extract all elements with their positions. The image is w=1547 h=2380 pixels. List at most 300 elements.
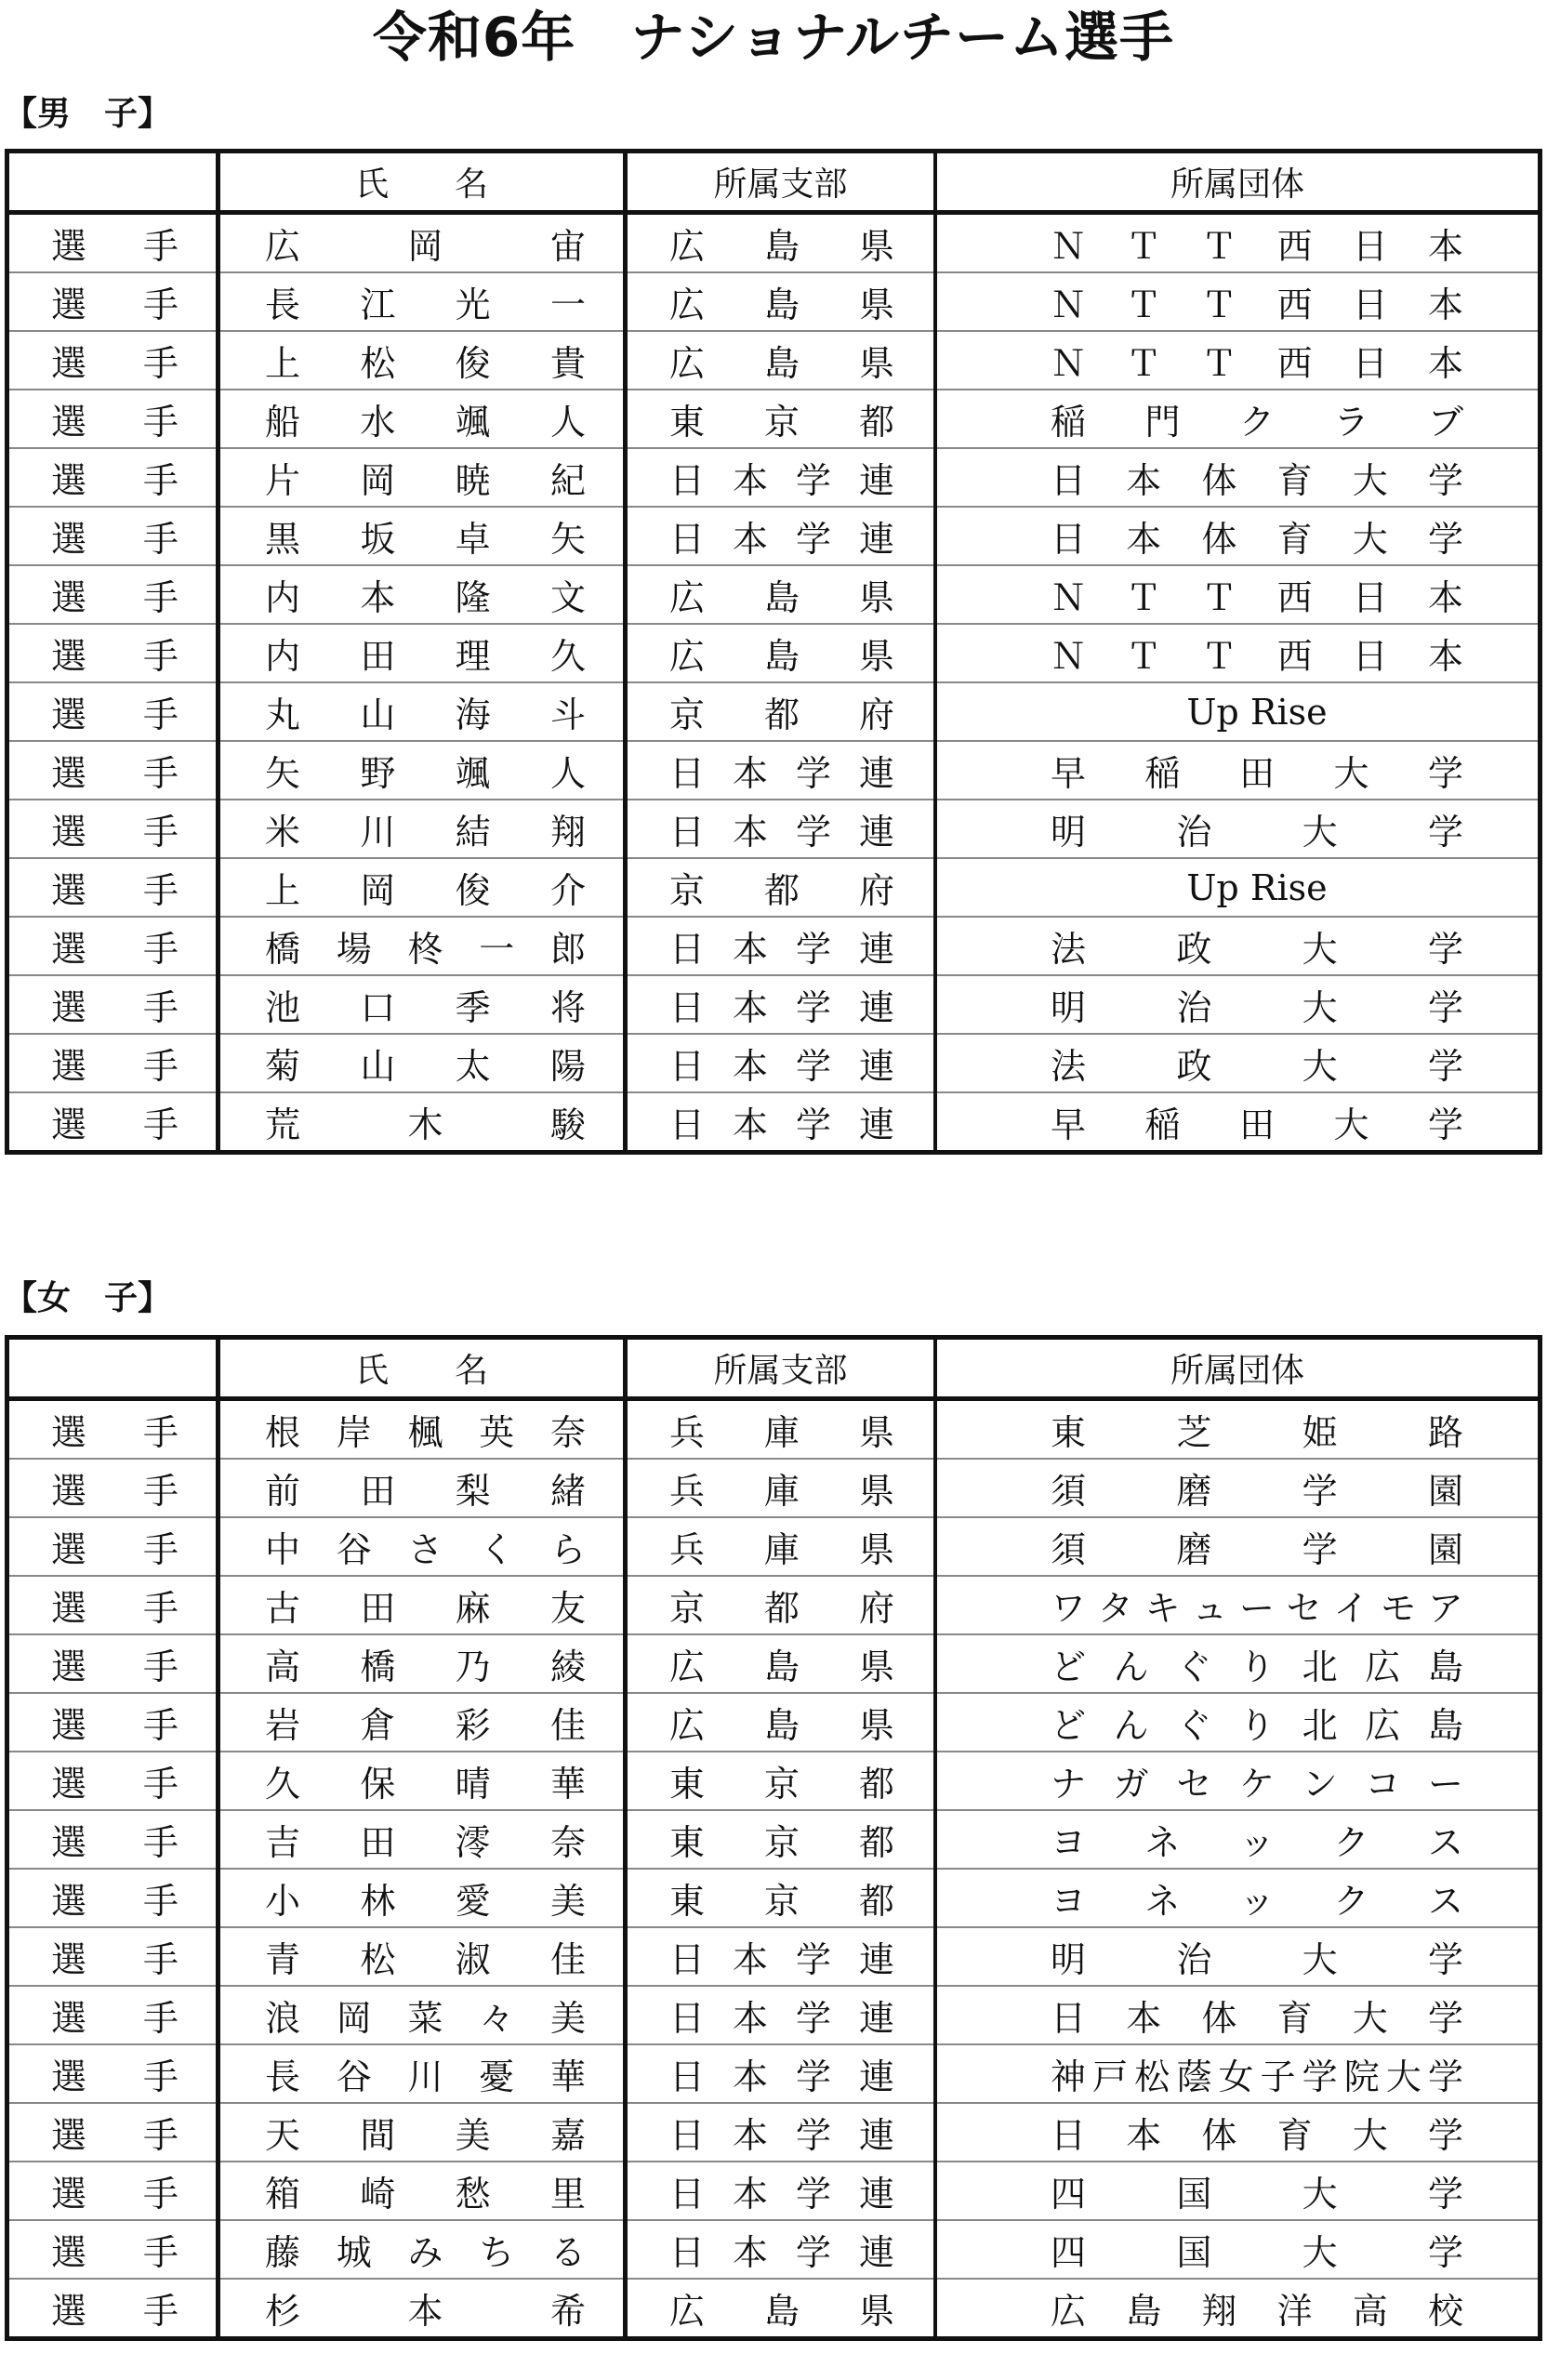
- glyph: 須: [1051, 1471, 1087, 1512]
- branch-cell: [626, 1459, 936, 1517]
- glyph: 連: [858, 1939, 894, 1980]
- org-cell-text: [937, 1577, 1538, 1633]
- glyph: ン: [1302, 1764, 1338, 1805]
- name-cell: [218, 1399, 626, 1460]
- branch-cell: [626, 2103, 936, 2162]
- role-cell-text: [9, 1928, 216, 1985]
- glyph: 人: [549, 402, 586, 443]
- glyph: 海: [455, 694, 491, 735]
- glyph: 手: [142, 1529, 178, 1570]
- glyph: 手: [142, 636, 178, 677]
- glyph: 本: [732, 1939, 768, 1980]
- glyph: 俊: [455, 343, 491, 384]
- glyph: 日: [1352, 636, 1388, 677]
- glyph: 松: [360, 343, 396, 384]
- org-cell: [935, 1986, 1540, 2044]
- glyph: 手: [142, 929, 178, 970]
- glyph: 将: [549, 987, 586, 1028]
- glyph: 広: [669, 1705, 706, 1746]
- glyph: 選: [51, 812, 87, 853]
- glyph: 本: [1126, 2115, 1162, 2156]
- role-cell: [7, 448, 218, 507]
- role-cell: [7, 2103, 218, 2162]
- glyph: 島: [763, 2291, 800, 2332]
- name-cell-text: [220, 2045, 623, 2102]
- glyph: 保: [360, 1764, 396, 1805]
- org-cell: [935, 1092, 1540, 1153]
- branch-cell: [626, 1986, 936, 2044]
- glyph: 本: [732, 2056, 768, 2097]
- glyph: 手: [142, 2291, 178, 2332]
- glyph: 体: [1201, 519, 1237, 560]
- table-row: [7, 1752, 1540, 1810]
- glyph: 東: [669, 1822, 706, 1863]
- role-cell-text: [9, 1752, 216, 1809]
- org-cell-text: Up Rise: [1186, 691, 1328, 733]
- glyph: 日: [669, 987, 706, 1028]
- org-cell: [935, 917, 1540, 975]
- glyph: Ｔ: [1201, 343, 1237, 384]
- org-cell: [935, 2103, 1540, 2162]
- glyph: 手: [142, 812, 178, 853]
- header-branch: 所属支部: [626, 1338, 936, 1399]
- glyph: 林: [360, 1881, 396, 1922]
- glyph: 麻: [455, 1588, 491, 1629]
- glyph: Ｎ: [1051, 577, 1087, 618]
- org-cell: [935, 331, 1540, 390]
- glyph: 矢: [265, 753, 301, 794]
- role-cell: [7, 565, 218, 624]
- name-cell: [218, 1869, 626, 1927]
- glyph: 大: [1302, 1939, 1338, 1980]
- glyph: タ: [1097, 1588, 1133, 1629]
- glyph: 稲: [1144, 1104, 1181, 1145]
- glyph: 貴: [549, 343, 586, 384]
- glyph: 広: [669, 343, 706, 384]
- glyph: 東: [669, 1881, 706, 1922]
- glyph: 本: [1427, 636, 1463, 677]
- name-cell: [218, 213, 626, 273]
- header-blank: [7, 152, 218, 213]
- men-roster-table: [5, 149, 1542, 1155]
- glyph: 長: [265, 2056, 301, 2097]
- org-cell: [935, 1459, 1540, 1517]
- org-cell: [935, 1517, 1540, 1576]
- branch-cell-text: [628, 215, 933, 271]
- org-cell-text: [937, 2221, 1538, 2278]
- role-cell: [7, 1399, 218, 1460]
- branch-cell-text: [628, 800, 933, 857]
- org-cell-text: [937, 1870, 1538, 1926]
- table-row: [7, 1927, 1540, 1986]
- glyph: 体: [1201, 1998, 1237, 2039]
- glyph: 蔭: [1176, 2056, 1212, 2097]
- glyph: Ｔ: [1126, 284, 1162, 325]
- glyph: 西: [1276, 284, 1313, 325]
- role-cell-text: [9, 2162, 216, 2219]
- glyph: 選: [51, 1939, 87, 1980]
- glyph: 県: [858, 2291, 894, 2332]
- glyph: ッ: [1238, 1881, 1275, 1922]
- glyph: 池: [265, 987, 301, 1028]
- glyph: セ: [1286, 1588, 1322, 1629]
- glyph: 手: [142, 1881, 178, 1922]
- branch-cell-text: [628, 683, 933, 740]
- glyph: 人: [549, 753, 586, 794]
- glyph: 連: [858, 1998, 894, 2039]
- glyph: 天: [265, 2115, 301, 2156]
- glyph: 広: [669, 2291, 706, 2332]
- glyph: 日: [669, 2174, 706, 2215]
- glyph: 県: [858, 1646, 894, 1687]
- name-cell-text: [220, 1987, 623, 2043]
- branch-cell: [626, 565, 936, 624]
- branch-cell-text: [628, 742, 933, 799]
- role-cell-text: [9, 332, 216, 389]
- glyph: 岩: [265, 1705, 301, 1746]
- glyph: 北: [1302, 1705, 1338, 1746]
- role-cell: [7, 2279, 218, 2339]
- role-cell-text: [9, 273, 216, 330]
- table-row: [7, 1459, 1540, 1517]
- glyph: 隆: [455, 577, 491, 618]
- name-cell-text: [220, 625, 623, 681]
- glyph: 選: [51, 636, 87, 677]
- org-cell: [935, 1810, 1540, 1869]
- glyph: 都: [763, 1588, 800, 1629]
- glyph: 友: [549, 1588, 586, 1629]
- glyph: 本: [1427, 343, 1463, 384]
- glyph: 国: [1176, 2174, 1212, 2215]
- org-cell: [935, 1576, 1540, 1634]
- glyph: 磨: [1176, 1529, 1212, 1570]
- glyph: 府: [858, 870, 894, 911]
- branch-cell-text: [628, 2104, 933, 2161]
- glyph: 院: [1343, 2056, 1380, 2097]
- name-cell-text: [220, 2104, 623, 2161]
- branch-cell-text: [628, 508, 933, 564]
- glyph: ヨ: [1051, 1881, 1087, 1922]
- glyph: 愁: [455, 2174, 491, 2215]
- glyph: 華: [549, 2056, 586, 2097]
- role-cell-text: [9, 1577, 216, 1633]
- branch-cell-text: [628, 859, 933, 916]
- glyph: 手: [142, 2056, 178, 2097]
- glyph: 東: [669, 402, 706, 443]
- org-cell-text: [937, 566, 1538, 623]
- glyph: ー: [1427, 1764, 1463, 1805]
- branch-cell: [626, 682, 936, 741]
- glyph: 緒: [549, 1471, 586, 1512]
- glyph: 手: [142, 1998, 178, 2039]
- glyph: 学: [795, 1046, 831, 1087]
- header-org: 所属団体: [935, 152, 1540, 213]
- glyph: 古: [265, 1588, 301, 1629]
- glyph: く: [479, 1529, 515, 1570]
- glyph: 選: [51, 1705, 87, 1746]
- glyph: ぐ: [1176, 1646, 1212, 1687]
- glyph: 岡: [360, 460, 396, 501]
- glyph: 広: [669, 226, 706, 267]
- glyph: ぐ: [1176, 1705, 1212, 1746]
- name-cell: [218, 1752, 626, 1810]
- glyph: 田: [360, 1588, 396, 1629]
- org-cell: [935, 1693, 1540, 1752]
- glyph: 明: [1051, 1939, 1087, 1980]
- role-cell-text: [9, 742, 216, 799]
- glyph: 県: [858, 1705, 894, 1746]
- branch-cell-text: [628, 2221, 933, 2278]
- glyph: 美: [549, 1998, 586, 2039]
- glyph: 崎: [360, 2174, 396, 2215]
- branch-cell: [626, 1576, 936, 1634]
- glyph: 早: [1051, 753, 1087, 794]
- glyph: 憂: [479, 2056, 515, 2097]
- branch-cell: [626, 1693, 936, 1752]
- org-cell-text: [937, 215, 1538, 271]
- table-row: [7, 2162, 1540, 2220]
- role-cell-text: [9, 1635, 216, 1692]
- name-cell-text: [220, 976, 623, 1033]
- glyph: 路: [1427, 1412, 1463, 1453]
- glyph: 園: [1427, 1529, 1463, 1570]
- role-cell: [7, 1576, 218, 1634]
- org-cell-text: [937, 2280, 1538, 2336]
- glyph: 育: [1276, 2115, 1313, 2156]
- name-cell: [218, 624, 626, 682]
- name-cell-text: [220, 449, 623, 506]
- org-cell-text: [937, 976, 1538, 1033]
- glyph: ん: [1113, 1705, 1149, 1746]
- role-cell: [7, 858, 218, 917]
- name-cell: [218, 682, 626, 741]
- branch-cell: [626, 624, 936, 682]
- glyph: 颯: [455, 402, 491, 443]
- glyph: 治: [1176, 812, 1212, 853]
- glyph: 姫: [1302, 1412, 1338, 1453]
- glyph: 都: [858, 1764, 894, 1805]
- glyph: 手: [142, 987, 178, 1028]
- glyph: 大: [1302, 1046, 1338, 1087]
- glyph: 洋: [1276, 2291, 1313, 2332]
- glyph: 明: [1051, 812, 1087, 853]
- role-cell: [7, 1927, 218, 1986]
- org-cell: [935, 448, 1540, 507]
- glyph: 広: [669, 636, 706, 677]
- glyph: 手: [142, 870, 178, 911]
- org-cell: [935, 682, 1540, 741]
- name-cell: [218, 1034, 626, 1092]
- glyph: 東: [669, 1764, 706, 1805]
- role-cell: [7, 1092, 218, 1153]
- name-cell: [218, 858, 626, 917]
- org-cell-text: [937, 1694, 1538, 1751]
- glyph: 学: [1427, 460, 1463, 501]
- glyph: 法: [1051, 1046, 1087, 1087]
- glyph: 学: [1427, 1046, 1463, 1087]
- role-cell-text: [9, 215, 216, 271]
- glyph: 黒: [265, 519, 301, 560]
- glyph: 米: [265, 812, 301, 853]
- name-cell-text: [220, 215, 623, 271]
- header-name-text: [220, 153, 623, 210]
- glyph: 手: [142, 694, 178, 735]
- org-cell: [935, 1752, 1540, 1810]
- role-cell-text: [9, 1811, 216, 1868]
- glyph: 選: [51, 343, 87, 384]
- glyph: 本: [732, 2174, 768, 2215]
- name-cell-text: [220, 566, 623, 623]
- glyph: 京: [669, 1588, 706, 1629]
- glyph: 口: [360, 987, 396, 1028]
- glyph: 本: [1427, 226, 1463, 267]
- role-cell-text: [9, 683, 216, 740]
- glyph: 島: [1427, 1705, 1463, 1746]
- glyph: 手: [142, 519, 178, 560]
- header-blank: [7, 1338, 218, 1399]
- org-cell-text: [937, 1093, 1538, 1150]
- glyph: 城: [336, 2232, 372, 2273]
- glyph: 府: [858, 694, 894, 735]
- branch-cell: [626, 1634, 936, 1693]
- glyph: 介: [549, 870, 586, 911]
- glyph: 乃: [455, 1646, 491, 1687]
- branch-cell-text: [628, 1093, 933, 1150]
- glyph: 大: [1352, 460, 1388, 501]
- branch-cell: [626, 2044, 936, 2103]
- name-cell: [218, 1693, 626, 1752]
- role-cell: [7, 331, 218, 390]
- glyph: 連: [858, 2115, 894, 2156]
- role-cell: [7, 624, 218, 682]
- glyph: 谷: [336, 2056, 372, 2097]
- org-cell-text: [937, 800, 1538, 857]
- org-cell-text: [937, 2162, 1538, 2219]
- glyph: 選: [51, 1822, 87, 1863]
- name-cell: [218, 2044, 626, 2103]
- glyph: 本: [732, 2115, 768, 2156]
- role-cell-text: [9, 1694, 216, 1751]
- glyph: 選: [51, 987, 87, 1028]
- glyph: 県: [858, 1412, 894, 1453]
- org-cell: [935, 507, 1540, 565]
- glyph: 大: [1385, 2056, 1421, 2097]
- role-cell-text: [9, 566, 216, 623]
- branch-cell: [626, 2162, 936, 2220]
- role-cell-text: [9, 2280, 216, 2336]
- glyph: 島: [763, 226, 800, 267]
- role-cell: [7, 390, 218, 448]
- glyph: 岡: [336, 1998, 372, 2039]
- glyph: 学: [795, 812, 831, 853]
- glyph: 選: [51, 1646, 87, 1687]
- branch-cell: [626, 741, 936, 800]
- glyph: 稲: [1144, 753, 1181, 794]
- glyph: 川: [360, 812, 396, 853]
- glyph: 菜: [407, 1998, 443, 2039]
- glyph: 場: [336, 929, 372, 970]
- table-row: [7, 448, 1540, 507]
- role-cell-text: [9, 508, 216, 564]
- glyph: 手: [142, 284, 178, 325]
- glyph: 大: [1352, 1998, 1388, 2039]
- table-row: [7, 390, 1540, 448]
- glyph: 日: [669, 753, 706, 794]
- women-section-label: 【女 子】: [4, 1279, 172, 1317]
- glyph: 本: [732, 753, 768, 794]
- branch-cell-text: [628, 1987, 933, 2043]
- name-cell-text: [220, 2280, 623, 2336]
- name-cell: [218, 565, 626, 624]
- glyph: 陽: [549, 1046, 586, 1087]
- glyph: Ｔ: [1126, 577, 1162, 618]
- glyph: 京: [669, 870, 706, 911]
- glyph: 船: [265, 402, 301, 443]
- glyph: セ: [1176, 1764, 1212, 1805]
- glyph: 選: [51, 519, 87, 560]
- name-cell: [218, 2103, 626, 2162]
- glyph: 手: [142, 2115, 178, 2156]
- glyph: 都: [763, 694, 800, 735]
- glyph: 選: [51, 2232, 87, 2273]
- glyph: 颯: [455, 753, 491, 794]
- glyph: 選: [51, 694, 87, 735]
- glyph: 水: [360, 402, 396, 443]
- branch-cell-text: [628, 566, 933, 623]
- glyph: Ｔ: [1126, 343, 1162, 384]
- name-cell-text: [220, 800, 623, 857]
- branch-cell-text: [628, 2280, 933, 2336]
- header-name: [218, 1338, 626, 1399]
- glyph: 連: [858, 1046, 894, 1087]
- glyph: ん: [1113, 1646, 1149, 1687]
- glyph: 門: [1144, 402, 1181, 443]
- glyph: 本: [732, 987, 768, 1028]
- glyph: 彩: [455, 1705, 491, 1746]
- name-cell: [218, 2162, 626, 2220]
- glyph: 手: [142, 402, 178, 443]
- glyph: 西: [1276, 577, 1313, 618]
- name-cell-text: [220, 2162, 623, 2219]
- glyph: 連: [858, 2056, 894, 2097]
- role-cell-text: [9, 918, 216, 974]
- glyph: 連: [858, 987, 894, 1028]
- glyph: 江: [360, 284, 396, 325]
- glyph: 選: [51, 2291, 87, 2332]
- glyph: 片: [265, 460, 301, 501]
- glyph: キ: [1144, 1588, 1181, 1629]
- glyph: 手: [142, 2232, 178, 2273]
- glyph: 高: [1352, 2291, 1388, 2332]
- org-cell: [935, 1034, 1540, 1092]
- branch-cell-text: [628, 1518, 933, 1575]
- role-cell: [7, 2220, 218, 2279]
- glyph: 兵: [669, 1412, 706, 1453]
- glyph: 国: [1176, 2232, 1212, 2273]
- glyph: 日: [1051, 519, 1087, 560]
- glyph: 嘉: [549, 2115, 586, 2156]
- glyph: 青: [265, 1939, 301, 1980]
- role-cell: [7, 272, 218, 331]
- glyph: 兵: [669, 1471, 706, 1512]
- glyph: 日: [1352, 343, 1388, 384]
- org-cell-text: [937, 332, 1538, 389]
- glyph: ガ: [1113, 1764, 1149, 1805]
- branch-cell: [626, 1034, 936, 1092]
- role-cell: [7, 917, 218, 975]
- glyph: イ: [1333, 1588, 1369, 1629]
- glyph: Ｎ: [1051, 636, 1087, 677]
